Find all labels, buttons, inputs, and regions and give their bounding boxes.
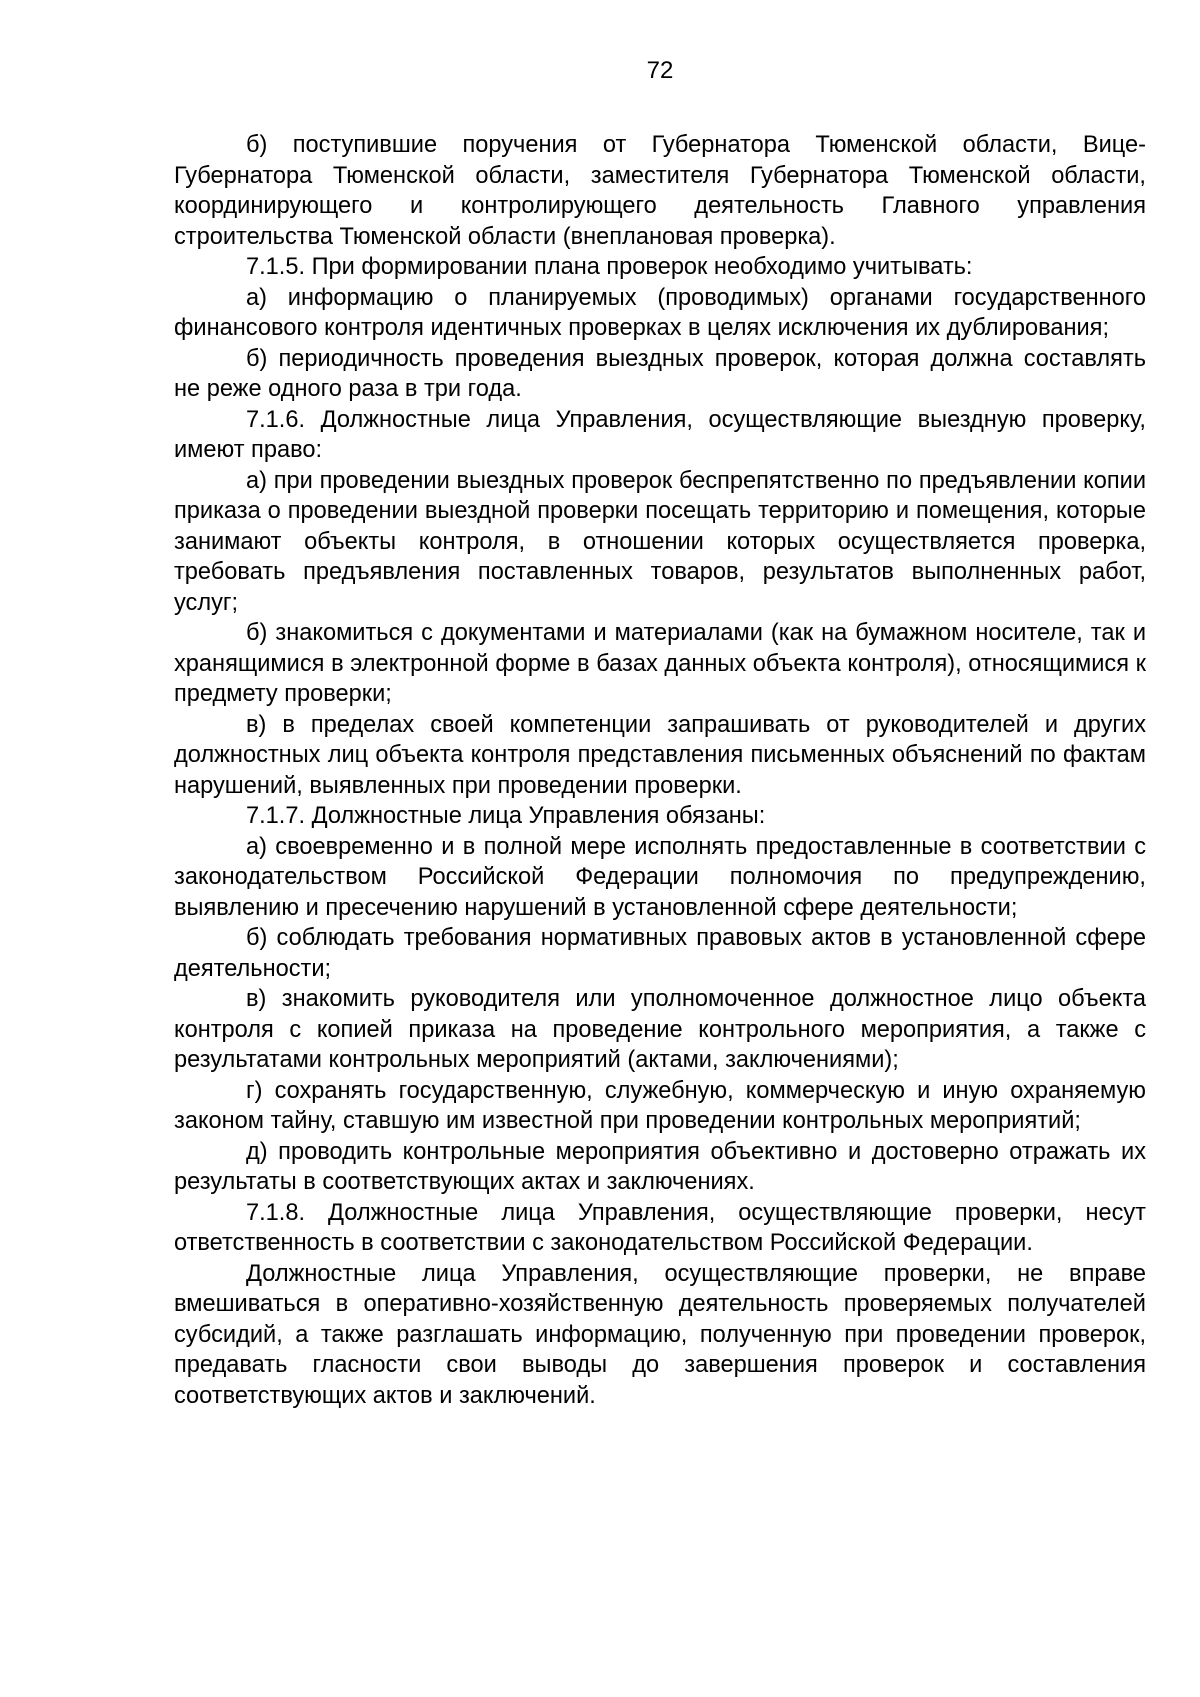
paragraph-7-1-6-b: б) знакомиться с документами и материалами (как на бумажном носителе, так и хранящимися в электронной форме в базах данных объекта контроля), относящимися к предмету проверки; — [174, 620, 1146, 707]
paragraph-7-1-7-a: а) своевременно и в полной мере исполнять предоставленные в соответствии с законодательством Российской Федерации полномочия по предупреждению, выявлению и пресечению нарушений в установленной сфере деятельности; — [174, 833, 1146, 921]
paragraph-prohibitions: Должностные лица Управления, осуществляющие проверки, не вправе вмешиваться в оперативно-хозяйственную деятельность проверяемых получателей субсидий, а также разглашать информацию, полученную при проведении проверок, предавать гласности свои выводы до завершения проверок и составления соответствующих актов и заключений. — [174, 1260, 1146, 1409]
page-number: 72 — [646, 57, 674, 84]
paragraph-7-1-7-g: г) сохранять государственную, служебную, коммерческую и иную охраняемую законом тайну, ставшую им известной при проведении контрольных мероприятий; — [174, 1077, 1146, 1134]
paragraph-7-1-8: 7.1.8. Должностные лица Управления, осуществляющие проверки, несут ответственность в соответствии с законодательством Российской Федерации. — [174, 1199, 1146, 1256]
paragraph-7-1-6-v: в) в пределах своей компетенции запрашивать от руководителей и других должностных лиц объекта контроля представления письменных объяснений по фактам нарушений, выявленных при проведении проверки. — [174, 711, 1146, 799]
paragraph-7-1-5-a: а) информацию о планируемых (проводимых) органами государственного финансового контроля идентичных проверках в целях исключения их дублирования; — [174, 284, 1146, 341]
paragraph-7-1-7-d: д) проводить контрольные мероприятия объективно и достоверно отражать их результаты в соответствующих актах и заключениях. — [174, 1138, 1146, 1195]
paragraph-7-1-7: 7.1.7. Должностные лица Управления обязаны: — [246, 803, 766, 829]
paragraph-7-1-6: 7.1.6. Должностные лица Управления, осуществляющие выездную проверку, имеют право: — [174, 406, 1146, 463]
paragraph-7-1-5: 7.1.5. При формировании плана проверок необходимо учитывать: — [246, 254, 973, 280]
paragraph-7-1-6-a: а) при проведении выездных проверок беспрепятственно по предъявлении копии приказа о проведении выездной проверки посещать территорию и помещения, которые занимают объекты контроля, в отношении которых осуществляется проверка, требовать предъявления поставленных товаров, результатов выполненных работ, услуг; — [174, 467, 1146, 616]
paragraph-b-received-instructions: б) поступившие поручения от Губернатора Тюменской области, Вице-Губернатора Тюменской области, заместителя Губернатора Тюменской области, координирующего и контролирующего деятельность Главного управления строительства Тюменской области (внеплановая проверка). — [174, 132, 1146, 250]
document-body — [174, 130, 1146, 1411]
paragraph-7-1-5-b: б) периодичность проведения выездных проверок, которая должна составлять не реже одного раза в три года. — [174, 345, 1146, 402]
paragraph-7-1-7-v: в) знакомить руководителя или уполномоченное должностное лицо объекта контроля с копией приказа на проведение контрольного мероприятия, а также с результатами контрольных мероприятий (актами, заключениями); — [174, 986, 1146, 1073]
paragraph-7-1-7-b: б) соблюдать требования нормативных правовых актов в установленной сфере деятельности; — [174, 925, 1146, 982]
